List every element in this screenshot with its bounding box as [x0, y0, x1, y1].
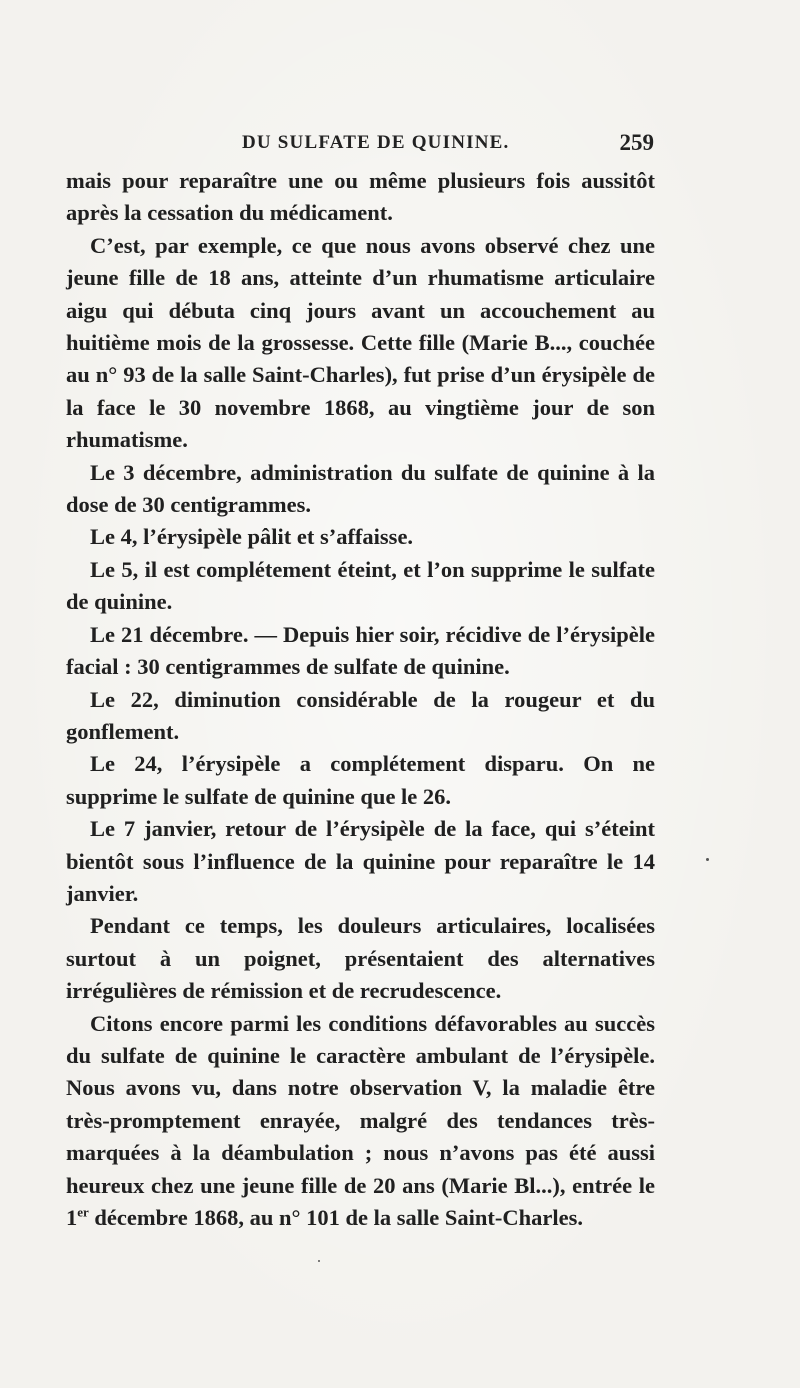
paragraph-dec-24: Le 24, l’érysipèle a complétement disparu. On ne supprime le sulfate de quinine que le 26. [66, 751, 655, 809]
paragraph-dec-5: Le 5, il est complétement éteint, et l’on supprime le sulfate de quinine. [66, 556, 655, 615]
running-title: DU SULFATE DE QUININE. [242, 132, 510, 153]
ink-speck [706, 858, 709, 861]
paragraph-dec-21: Le 21 décembre. — Depuis hier soir, récidive de l’érysipèle facial : 30 centigrammes de sulfate de quinine. [66, 621, 655, 680]
paragraph-case-description: C’est, par exemple, ce que nous avons observé chez une jeune fille de 18 ans, atteinte d’un rhumatisme articulaire aigu qui débuta cinq jours avant un accouchement au huitième mois de la grossesse. Cette fille (Marie B..., couchée au n° 93 de la salle Saint-Charles), fut prise d’un érysipèle de la face le 30 novembre 1868, au vingtième jour de son rhumatisme. [66, 232, 655, 453]
body-text [66, 165, 655, 1234]
running-header [66, 132, 654, 162]
ordinal-superscript: er [77, 1204, 89, 1220]
paragraph-continuation: mais pour reparaître une ou même plusieurs fois aussitôt après la cessation du médicament. [66, 168, 655, 226]
paragraph-text-before-superscript: Citons encore parmi les conditions défavorables au succès du sulfate de quinine le caractère ambulant de l’érysipèle. Nous avons vu, dans notre observation V, la maladie être très-promptement enrayée, malgré des tendances très-marquées à la déambulation ; nous n’avons pas été aussi heureux chez une jeune fille de 20 ans (Marie Bl...), entrée le 1 [66, 1010, 655, 1230]
paragraph-dec-3: Le 3 décembre, administration du sulfate de quinine à la dose de 30 centigrammes. [66, 459, 655, 518]
paragraph-ambulant-erysipelas [66, 1008, 655, 1235]
ink-speck [318, 1260, 320, 1262]
paragraph-jan-7: Le 7 janvier, retour de l’érysipèle de la face, qui s’éteint bientôt sous l’influence de la quinine pour reparaître le 14 janvier. [66, 816, 655, 906]
page-number: 259 [619, 130, 654, 155]
paragraph-text-after-superscript: décembre 1868, au n° 101 de la salle Saint-Charles. [88, 1205, 583, 1230]
paragraph-joint-pain: Pendant ce temps, les douleurs articulaires, localisées surtout à un poignet, présentaient des alternatives irrégulières de rémission et de recrudescence. [66, 913, 655, 1004]
paragraph-dec-22: Le 22, diminution considérable de la rougeur et du gonflement. [66, 686, 655, 744]
paragraph-dec-4: Le 4, l’érysipèle pâlit et s’affaisse. [90, 524, 414, 550]
